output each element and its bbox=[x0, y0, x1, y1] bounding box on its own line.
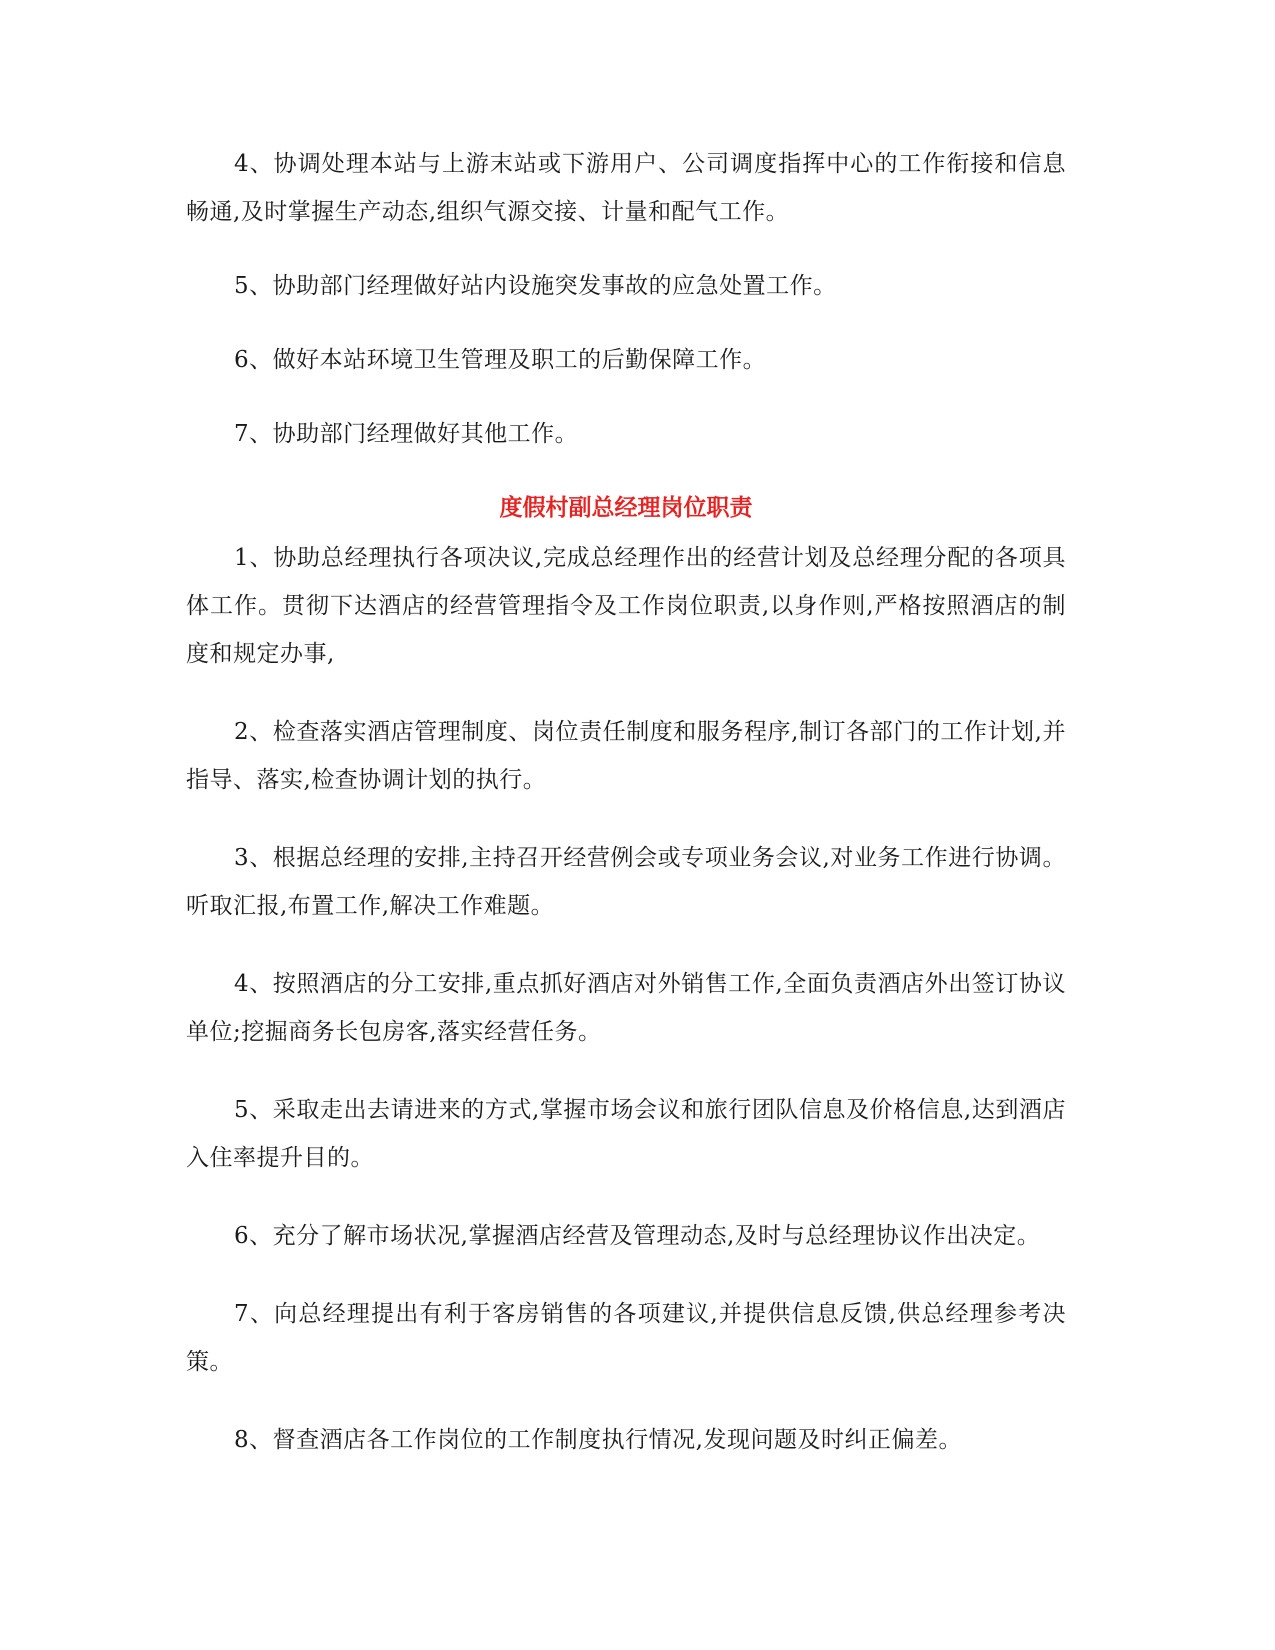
duty-item-6: 6、充分了解市场状况,掌握酒店经营及管理动态,及时与总经理协议作出决定。 bbox=[234, 1223, 1041, 1249]
duty-item-4: 4、按照酒店的分工安排,重点抓好酒店对外销售工作,全面负责酒店外出签订协议单位;挖掘商务长包房客,落实经营任务。 bbox=[186, 971, 1066, 1045]
duty-item-1: 1、协助总经理执行各项决议,完成总经理作出的经营计划及总经理分配的各项具体工作。贯彻下达酒店的经营管理指令及工作岗位职责,以身作则,严格按照酒店的制度和规定办事, bbox=[186, 545, 1066, 667]
duty-item-7: 7、向总经理提出有利于客房销售的各项建议,并提供信息反馈,供总经理参考决策。 bbox=[186, 1301, 1066, 1375]
duty-item-5: 5、采取走出去请进来的方式,掌握市场会议和旅行团队信息及价格信息,达到酒店入住率提升目的。 bbox=[186, 1097, 1066, 1171]
document-body bbox=[186, 140, 1066, 1464]
paragraph-item-4: 4、协调处理本站与上游末站或下游用户、公司调度指挥中心的工作衔接和信息畅通,及时掌握生产动态,组织气源交接、计量和配气工作。 bbox=[186, 151, 1066, 225]
paragraph-item-6: 6、做好本站环境卫生管理及职工的后勤保障工作。 bbox=[234, 347, 767, 373]
section-title: 度假村副总经理岗位职责 bbox=[499, 495, 753, 521]
duty-item-3: 3、根据总经理的安排,主持召开经营例会或专项业务会议,对业务工作进行协调。听取汇报,布置工作,解决工作难题。 bbox=[186, 845, 1066, 919]
paragraph-item-7: 7、协助部门经理做好其他工作。 bbox=[234, 421, 579, 447]
paragraph-item-5: 5、协助部门经理做好站内设施突发事故的应急处置工作。 bbox=[234, 273, 837, 299]
duty-item-2: 2、检查落实酒店管理制度、岗位责任制度和服务程序,制订各部门的工作计划,并指导、落实,检查协调计划的执行。 bbox=[186, 719, 1066, 793]
duty-item-8: 8、督查酒店各工作岗位的工作制度执行情况,发现问题及时纠正偏差。 bbox=[234, 1427, 962, 1453]
